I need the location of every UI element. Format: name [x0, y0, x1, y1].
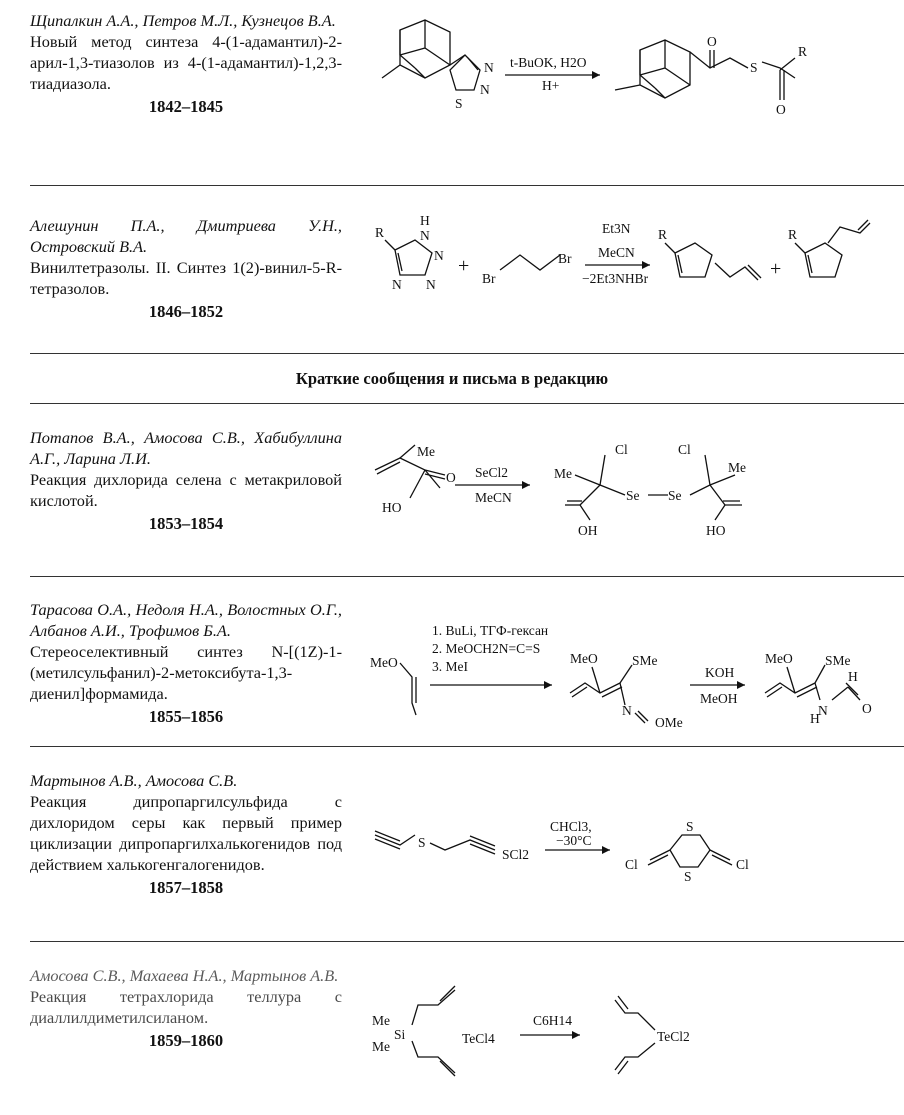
entry-pages: 1846–1852 — [148, 302, 224, 321]
tetrazole-ring — [385, 240, 432, 275]
entry-title: Реакция дихлорида селена с метакриловой кислотой. — [30, 470, 342, 510]
divider — [30, 403, 904, 404]
diallyldimethylsilane — [412, 986, 455, 1076]
atom-ho: HO — [382, 500, 402, 515]
atom-o: O — [862, 701, 872, 716]
step-2: 2. MeOCH2N=C=S — [432, 641, 541, 656]
reaction-scheme-4 — [370, 615, 890, 735]
atom-me: Me — [728, 460, 746, 475]
entry-text — [30, 427, 342, 534]
product-adamantane — [615, 40, 795, 100]
atom-n: N — [622, 703, 632, 718]
atom-s: S — [455, 96, 463, 111]
atom-n: N — [818, 703, 828, 718]
reagent-above: t-BuOK, H2O — [510, 55, 587, 70]
propargyl-left — [375, 835, 415, 845]
atom-sme: SMe — [632, 653, 658, 668]
entry-pages: 1857–1858 — [148, 878, 224, 897]
dibromoethane-chain — [500, 255, 560, 270]
reagent-above: CHCl3, — [550, 819, 592, 834]
adamantane-structure — [382, 20, 450, 78]
divider — [30, 941, 904, 942]
plus-sign: + — [770, 258, 782, 280]
atom-br: Br — [558, 251, 572, 266]
atom-cl: Cl — [736, 857, 749, 872]
atom-cl: Cl — [615, 442, 628, 457]
atom-oh: OH — [578, 523, 598, 538]
atom-me: Me — [372, 1039, 390, 1054]
reagent-above: KOH — [705, 665, 735, 680]
entry-authors: Потапов В.А., Амосова С.В., Хабибуллина А.Г., Ларина Л.И. — [30, 428, 342, 468]
reagent-below: MeCN — [475, 490, 512, 505]
atom-cl: Cl — [678, 442, 691, 457]
entry-pages: 1842–1845 — [148, 97, 224, 116]
atom-o: O — [707, 34, 717, 49]
entry-text — [30, 10, 342, 117]
formamide-product — [765, 665, 860, 700]
atom-meo: MeO — [370, 655, 398, 670]
product-2-vinyl-tetrazole — [665, 243, 761, 280]
atom-h: H — [848, 669, 858, 684]
entry-title: Реакция тетрахлорида теллура с диаллилдиметилсиланом. — [30, 987, 342, 1027]
atom-n: N — [480, 82, 490, 97]
atom-sme: SMe — [825, 653, 851, 668]
plus-sign: + — [458, 255, 470, 277]
atom-r: R — [798, 44, 808, 59]
entry-text — [30, 965, 342, 1051]
reaction-scheme-1 — [370, 10, 890, 140]
tellurium-tetrachloride: TeCl4 — [462, 1031, 495, 1046]
section-heading: Краткие сообщения и письма в редакцию — [295, 369, 609, 388]
arrow-head — [522, 481, 530, 489]
atom-se: Se — [668, 488, 682, 503]
entry-pages: 1859–1860 — [148, 1031, 224, 1050]
atom-me: Me — [554, 466, 572, 481]
atom-h: H — [420, 213, 430, 228]
atom-me: Me — [417, 444, 435, 459]
atom-n: N — [426, 277, 436, 292]
atom-cl: Cl — [625, 857, 638, 872]
entry-title: Реакция дипропаргилсульфида с дихлоридом серы как первый пример циклизации дипропаргилхалькогенидов под действием халькогенгалогенидов. — [30, 792, 342, 874]
divider — [30, 576, 904, 577]
atom-s: S — [750, 60, 758, 75]
entry-title: Винилтетразолы. II. Синтез 1(2)-винил-5-R-тетразолов. — [30, 258, 342, 298]
atom-si: Si — [394, 1027, 406, 1042]
atom-n: N — [484, 60, 494, 75]
reaction-scheme-3 — [370, 440, 890, 540]
atom-o: O — [776, 102, 786, 117]
step-1: 1. BuLi, ТГФ-гексан — [432, 623, 549, 638]
entry-title: Новый метод синтеза 4-(1-адамантил)-2-арил-1,3-тиазолов из 4-(1-адамантил)-1,2,3-тиадиазола. — [30, 32, 342, 93]
entry-title: Стереоселективный синтез N-[(1Z)-1-(метилсульфанил)-2-метоксибута-1,3-диенил]формамида. — [30, 642, 342, 703]
product-1-vinyl-tetrazole — [795, 220, 870, 277]
atom-n: N — [434, 248, 444, 263]
atom-r: R — [658, 227, 668, 242]
tellurium-product — [615, 996, 655, 1074]
atom-r: R — [375, 225, 385, 240]
reagent-below: MeOH — [700, 691, 738, 706]
atom-br: Br — [482, 271, 496, 286]
arrow-head — [737, 681, 745, 689]
divider — [30, 185, 904, 186]
reaction-scheme-5 — [370, 805, 890, 895]
atom-n: N — [420, 228, 430, 243]
arrow-head — [602, 846, 610, 854]
entry-authors: Мартынов А.В., Амосова С.В. — [30, 771, 238, 790]
atom-ho: HO — [706, 523, 726, 538]
tellurium-dichloride-product: TeCl2 — [657, 1029, 690, 1044]
reagent-mecn: MeCN — [598, 245, 635, 260]
atom-n: N — [392, 277, 402, 292]
reaction-scheme-6 — [370, 985, 890, 1095]
reaction-scheme-2 — [370, 215, 890, 315]
reagent-below: −30°C — [556, 833, 592, 848]
reagent-et3n: Et3N — [602, 221, 631, 236]
atom-meo: MeO — [570, 651, 598, 666]
arrow-head — [642, 261, 650, 269]
atom-me: Me — [372, 1013, 390, 1028]
entry-authors: Амосова С.В., Махаева Н.А., Мартынов А.В. — [30, 966, 339, 985]
imine-intermediate — [570, 665, 648, 723]
divider — [30, 353, 904, 354]
entry-text — [30, 770, 342, 898]
sulfur-dichloride: SCl2 — [502, 847, 530, 862]
atom-s: S — [684, 869, 692, 884]
atom-h: H — [810, 711, 820, 726]
arrow-head — [544, 681, 552, 689]
atom-ome: OMe — [655, 715, 683, 730]
step-3: 3. MeI — [432, 659, 468, 674]
diselenide-product — [565, 455, 742, 520]
entry-pages: 1853–1854 — [148, 514, 224, 533]
entry-text — [30, 599, 342, 727]
dithiane-product — [648, 835, 732, 867]
arrow-head — [592, 71, 600, 79]
entry-text — [30, 215, 342, 322]
atom-r: R — [788, 227, 798, 242]
entry-authors: Алешунин П.А., Дмитриева У.Н., Островский В.А. — [30, 216, 342, 256]
allenyl-chain — [400, 663, 416, 715]
entry-authors: Тарасова О.А., Недоля Н.А., Волостных О.Г., Албанов А.И., Трофимов Б.А. — [30, 600, 342, 640]
reagent-above: C6H14 — [533, 1013, 573, 1028]
methacrylic-acid — [375, 458, 440, 488]
entry-pages: 1855–1856 — [148, 707, 224, 726]
reagent-above: SeCl2 — [475, 465, 509, 480]
thiadiazole-ring — [450, 55, 480, 90]
entry-authors: Щипалкин А.А., Петров М.Л., Кузнецов В.А. — [30, 11, 336, 30]
atom-se: Se — [626, 488, 640, 503]
atom-o: O — [446, 470, 456, 485]
reagent-byproduct: −2Et3NHBr — [582, 271, 649, 286]
reagent-below: H+ — [542, 78, 560, 93]
divider — [30, 746, 904, 747]
atom-s: S — [418, 835, 426, 850]
atom-s: S — [686, 819, 694, 834]
arrow-head — [572, 1031, 580, 1039]
atom-meo: MeO — [765, 651, 793, 666]
